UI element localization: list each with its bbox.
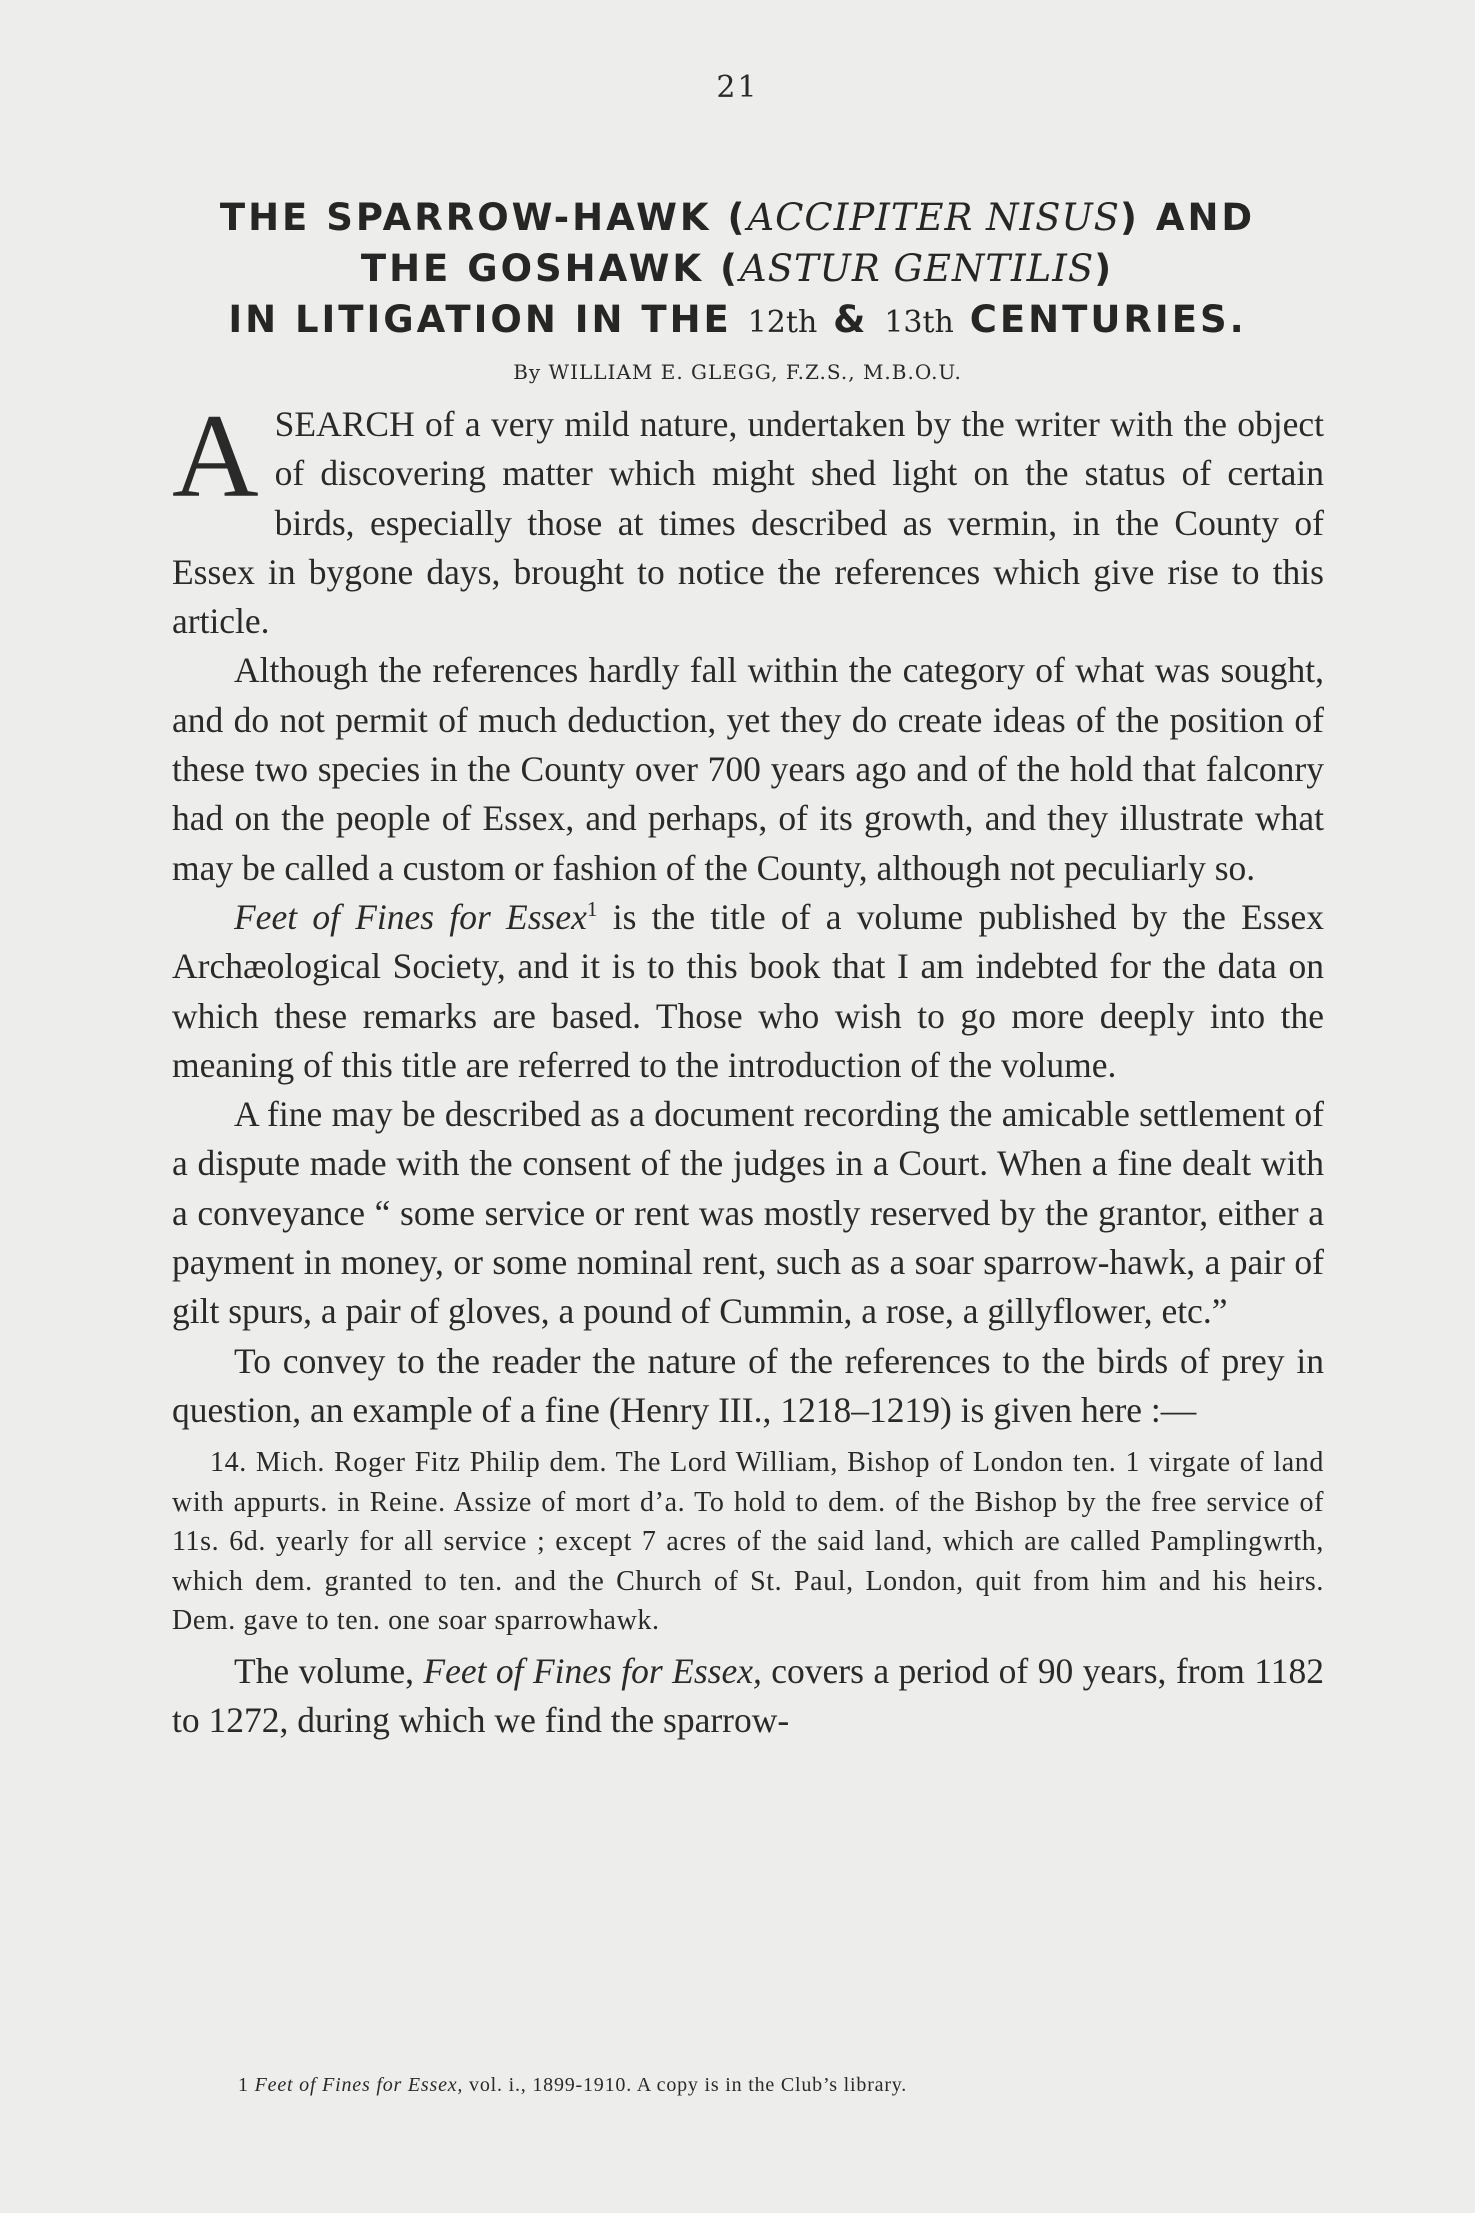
title-text: ) AND [1120, 196, 1256, 239]
author-byline: By WILLIAM E. GLEGG, F.Z.S., M.B.O.U. [513, 360, 962, 384]
title-text: THE GOSHAWK ( [360, 247, 740, 290]
title-latin-name: ASTUR GENTILIS [739, 247, 1095, 290]
title-line-1 [140, 192, 1335, 243]
footnote-marker: 1 [586, 897, 598, 922]
paragraph-4: A fine may be described as a document recording the amicable settlement of a dispute made with the consent of the judges in a Court. When a fine dealt with a conveyance “ some service or rent was mostly reserved by the grantor, either a payment in money, or some nominal rent, such as a soar sparrow-hawk, a pair of gilt spurs, a pair of gloves, a pound of Cummin, a rose, a gillyflower, etc.” [172, 1094, 1324, 1332]
title-text: THE SPARROW-HAWK ( [219, 196, 748, 239]
title-text: IN LITIGATION IN THE [228, 298, 748, 341]
fine-excerpt [172, 1443, 1324, 1641]
paragraph-2: Although the references hardly fall within the category of what was sought, and do not permit of much deduction, yet they do create ideas of the position of these two species in the County over 700 years ago and of the hold that falconry had on the people of Essex, and perhaps, of its growth, and they illustrate what may be called a custom or fashion of the County, although not peculiarly so. [172, 650, 1324, 888]
title-latin-name: ACCIPITER NISUS [747, 196, 1121, 239]
article-body [172, 389, 1324, 1745]
title-line-3 [140, 294, 1335, 348]
paragraph-text: The volume, [234, 1650, 424, 1691]
title-ordinal: 12th [747, 305, 818, 340]
book-title: Feet of Fines for Essex [234, 896, 587, 937]
paragraph-3 [172, 893, 1324, 1090]
title-text: ) [1094, 247, 1115, 290]
footnote-number: 1 [238, 2074, 249, 2096]
footnote-book-title: Feet of Fines for Essex, [254, 2074, 464, 2096]
page-number: 21 [716, 70, 759, 105]
footnote [238, 2074, 1278, 2097]
paragraph-text: covers a period of 90 years, from 1182 to 1272, during which we find the sparrow- [172, 1650, 1324, 1741]
fine-excerpt-text: 14. Mich. Roger Fitz Philip dem. The Lord William, Bishop of London ten. 1 virgate of land with appurts. in Reine. Assize of mort d’a. To hold to dem. of the Bishop by the free service of 11s. 6d. yearly for all service ; except 7 acres of the said land, which are called Pamplingwrth, which dem. granted to ten. and the Church of St. Paul, London, quit from him and his heirs. Dem. gave to ten. one soar sparrowhawk. [172, 1447, 1324, 1637]
paragraph-text: SEARCH of a very mild nature, undertaken by the writer with the object of discovering matter which might shed light on the status of certain birds, especially those at times described as vermin, in the County of Essex in bygone days, brought to notice the references which give rise to this article. [172, 404, 1324, 642]
footnote-text: vol. i., 1899-1910. A copy is in the Club’s library. [463, 2074, 908, 2096]
paragraph-1 [172, 389, 1324, 646]
title-text: & [817, 298, 885, 341]
paragraph-text: is the title of a volume published by the Essex Archæological Society, and it is to this book that I am indebted for the data on which these remarks are based. Those who wish to go more deeply into the meaning of this title are referred to the introduction of the volume. [172, 896, 1324, 1085]
title-line-2 [140, 243, 1335, 294]
book-title: Feet of Fines for Essex, [423, 1650, 762, 1691]
drop-cap: A [172, 389, 259, 522]
title-text: CENTURIES. [953, 298, 1247, 341]
paragraph-5: To convey to the reader the nature of the references to the birds of prey in question, an example of a fine (Henry III., 1218–1219) is given here :— [172, 1340, 1324, 1430]
paragraph-6 [172, 1647, 1324, 1746]
title-ordinal: 13th [884, 305, 954, 340]
article-title [140, 192, 1335, 348]
